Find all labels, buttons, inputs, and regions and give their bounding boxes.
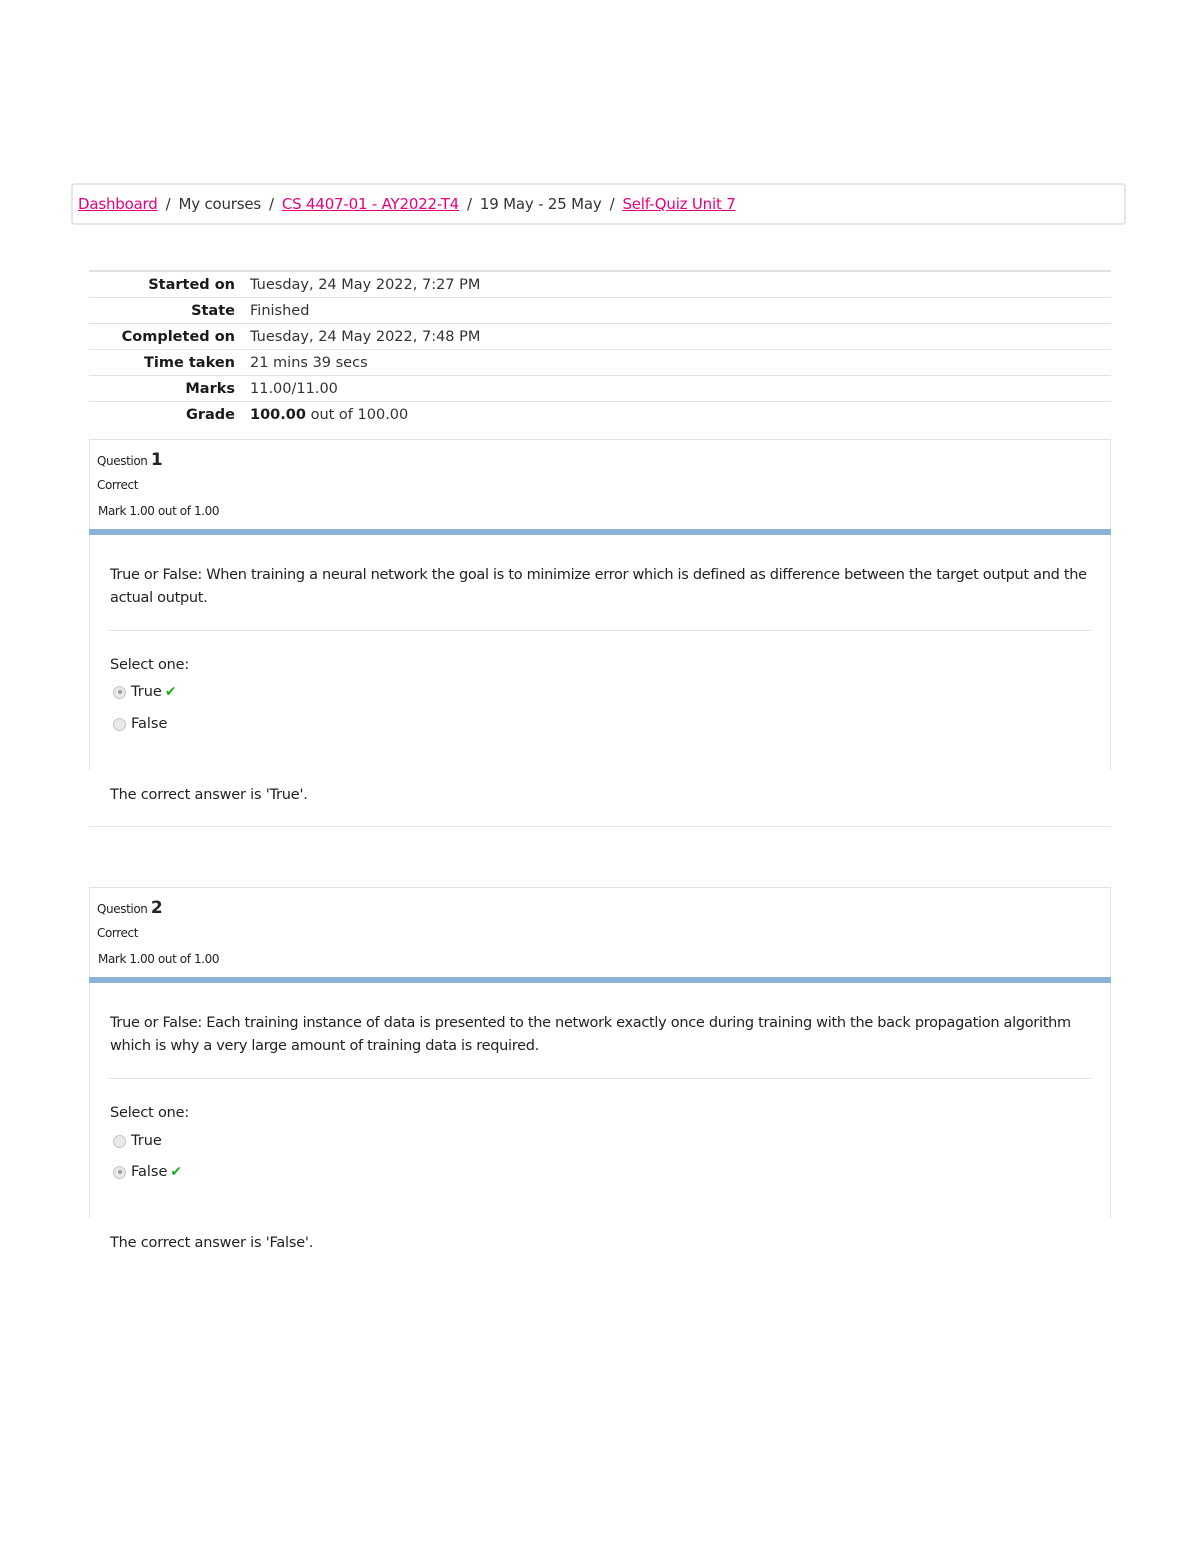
answer-label: False [131, 716, 168, 732]
summary-value: Tuesday, 24 May 2022, 7:48 PM [250, 328, 481, 345]
summary-label: Marks [185, 380, 235, 397]
divider [89, 826, 1111, 827]
summary-row-state [89, 298, 1111, 324]
breadcrumb-separator: / [609, 195, 615, 213]
breadcrumb [71, 183, 1126, 225]
breadcrumb-quiz-link[interactable]: Self-Quiz Unit 7 [622, 195, 736, 213]
answer-label: True [131, 684, 162, 700]
breadcrumb-separator: / [467, 195, 472, 213]
summary-value: Tuesday, 24 May 2022, 7:27 PM [250, 276, 481, 293]
answer-option-false[interactable] [113, 716, 167, 732]
breadcrumb-my-courses: My courses [178, 195, 261, 213]
breadcrumb-course-link[interactable]: CS 4407-01 - AY2022-T4 [281, 195, 460, 213]
question-mark: Mark 1.00 out of 1.00 [98, 952, 220, 966]
answer-option-true[interactable] [113, 684, 177, 700]
answer-label: False [131, 1164, 168, 1180]
radio-button-selected[interactable] [113, 1166, 126, 1179]
divider [109, 630, 1091, 631]
answer-option-true[interactable] [113, 1133, 162, 1149]
summary-row-marks [89, 376, 1111, 402]
grade-score: 100.00 [250, 406, 306, 423]
divider [109, 1078, 1091, 1079]
correct-answer-feedback: The correct answer is 'True'. [110, 787, 308, 803]
summary-label: Grade [185, 406, 235, 423]
summary-label: State [191, 302, 235, 319]
question-content [89, 535, 1111, 770]
question-text: True or False: When training a neural network the goal is to minimize error which is defined as difference between the target output and the actual output. [110, 567, 1087, 606]
checkmark-icon: ✔ [170, 1164, 183, 1180]
summary-value [235, 407, 408, 423]
question-content [89, 983, 1111, 1218]
breadcrumb-dashboard-link[interactable]: Dashboard [78, 195, 158, 213]
radio-button-selected[interactable] [113, 686, 126, 699]
question-number [97, 450, 163, 470]
breadcrumb-separator: / [165, 195, 171, 213]
select-one-prompt: Select one: [110, 1105, 190, 1121]
select-one-prompt: Select one: [110, 657, 190, 673]
summary-value: 11.00/11.00 [250, 380, 338, 397]
checkmark-icon: ✔ [164, 684, 177, 700]
question-mark: Mark 1.00 out of 1.00 [98, 504, 220, 518]
question-state: Correct [97, 926, 138, 940]
question-label: Question [97, 454, 148, 468]
breadcrumb-separator: / [269, 195, 274, 213]
summary-value: 21 mins 39 secs [250, 354, 368, 371]
summary-value: Finished [250, 302, 310, 319]
question-label: Question [97, 902, 148, 916]
question-number-value: 1 [150, 450, 163, 470]
question-text: True or False: Each training instance of data is presented to the network exactly once during training with the back propagation algorithm which is why a very large amount of training data is required. [110, 1015, 1071, 1054]
answer-option-false[interactable] [113, 1164, 182, 1180]
summary-row-completed [89, 324, 1111, 350]
summary-row-started [89, 272, 1111, 298]
breadcrumb-week: 19 May - 25 May [479, 195, 602, 213]
question-info [89, 887, 1111, 977]
question-number [97, 898, 163, 918]
question-number-value: 2 [150, 898, 163, 918]
question-info [89, 439, 1111, 529]
attempt-summary-table [89, 270, 1111, 427]
summary-label: Completed on [121, 328, 235, 345]
radio-button[interactable] [113, 718, 126, 731]
summary-row-time-taken [89, 350, 1111, 376]
answer-label: True [131, 1133, 162, 1149]
grade-suffix: out of 100.00 [310, 406, 409, 423]
radio-button[interactable] [113, 1135, 126, 1148]
correct-answer-feedback: The correct answer is 'False'. [110, 1235, 314, 1251]
summary-row-grade [89, 402, 1111, 427]
summary-label: Time taken [144, 354, 235, 371]
question-state: Correct [97, 478, 138, 492]
summary-label: Started on [148, 276, 235, 293]
